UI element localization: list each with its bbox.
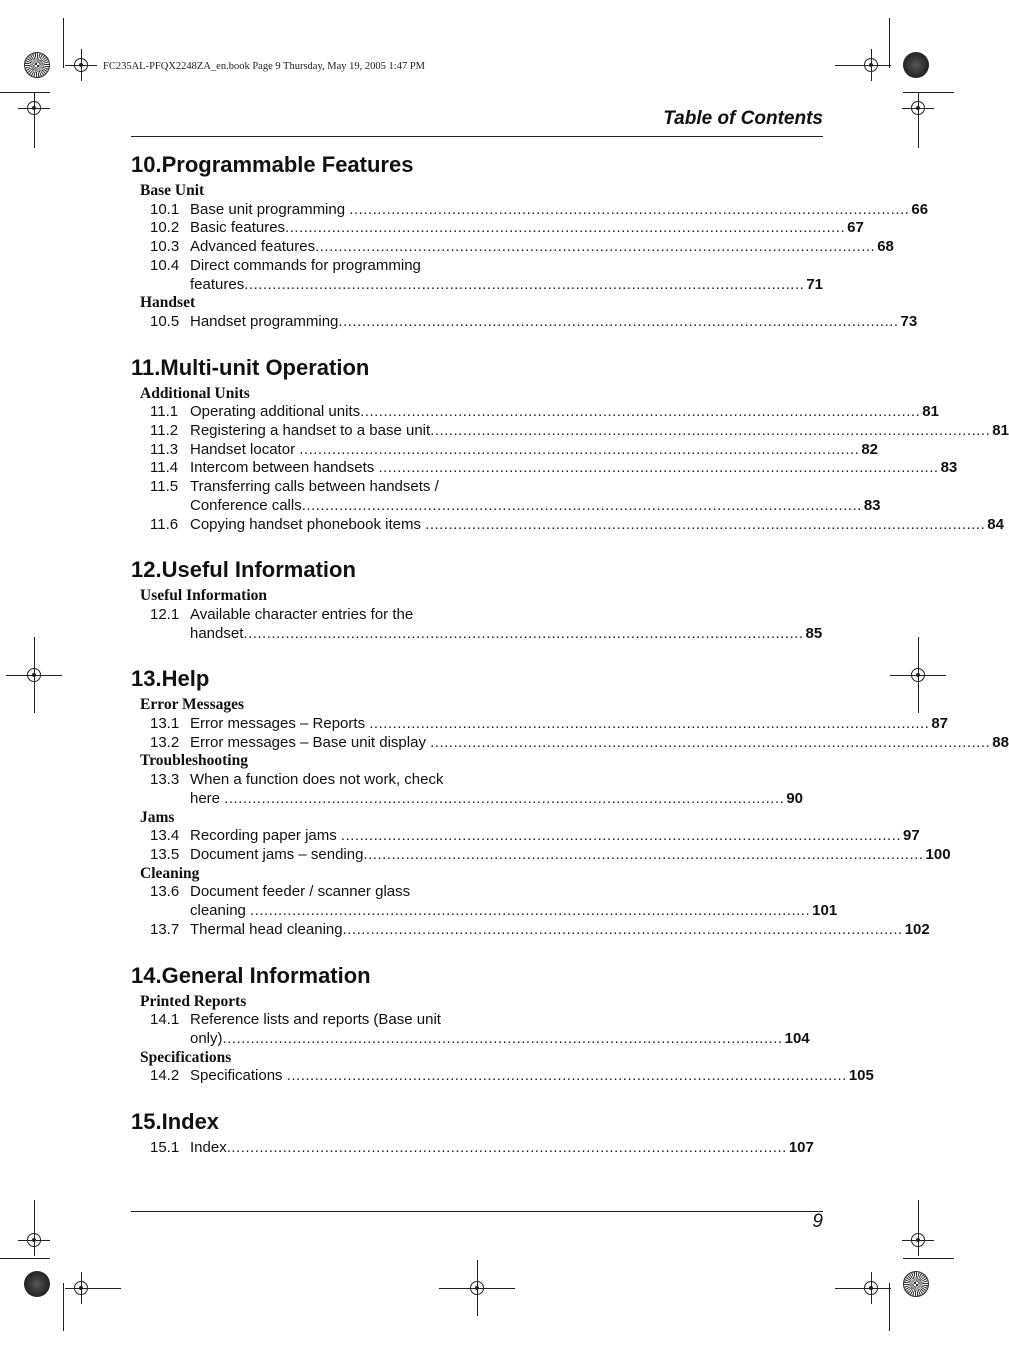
toc-entry-line: [190, 422, 1009, 441]
toc-group-heading: Printed Reports: [140, 992, 247, 1010]
crop-mark: [0, 1258, 50, 1259]
toc-entry[interactable]: [131, 1067, 874, 1086]
toc-entry[interactable]: [131, 515, 1004, 535]
dot-leader: ........................................................................................................................: [349, 200, 910, 218]
toc-entry-title: cleaning: [190, 902, 251, 920]
toc-entry-number: 11.5: [150, 478, 179, 496]
toc-entry-number: 10.1: [150, 200, 180, 218]
toc-entry-number: 13.6: [150, 883, 180, 901]
toc-entry-number: 13.3: [150, 771, 180, 789]
toc-group-heading: Jams: [140, 808, 175, 826]
toc-group-heading: Useful Information: [140, 587, 268, 605]
toc-page-number: 85: [805, 624, 823, 642]
dot-leader: ........................................................................................................................: [244, 275, 805, 293]
toc-entry-title: When a function does not work, check: [190, 771, 444, 789]
toc-entry-line: [190, 883, 454, 902]
toc-entry[interactable]: [131, 1139, 814, 1158]
toc-page-number: 67: [847, 219, 864, 237]
toc-entry-title: Index: [190, 1139, 227, 1157]
dot-leader: ........................................................................................................................: [378, 459, 939, 477]
toc-entry-number: 11.6: [150, 515, 179, 533]
page-number: 9: [812, 1211, 823, 1232]
toc-entry-line: [190, 515, 1004, 535]
dot-leader: ........................................................................................................................: [338, 312, 899, 330]
toc-entry-title: Error messages – Reports: [190, 715, 370, 733]
crop-mark: [903, 92, 954, 93]
dot-leader: ........................................................................................................................: [342, 920, 903, 938]
toc-entry[interactable]: [131, 403, 939, 422]
toc-entry[interactable]: [131, 238, 894, 257]
toc-entry[interactable]: [131, 827, 920, 846]
toc-entry-line: [190, 827, 920, 846]
dot-leader: ........................................................................................................................: [222, 1029, 783, 1047]
dot-leader: ........................................................................................................................: [340, 827, 902, 845]
dot-leader: ........................................................................................................................: [285, 219, 846, 237]
toc-entry-line: [190, 257, 454, 276]
toc-entry-line: [190, 789, 803, 809]
dot-leader: ........................................................................................................................: [243, 624, 804, 642]
toc-page-number: 100: [925, 845, 951, 863]
toc-entry-title: handset: [190, 624, 244, 642]
toc-page-number: 83: [863, 496, 881, 514]
dot-leader: ........................................................................................................................: [430, 422, 991, 440]
toc-entry-number: 10.3: [150, 238, 180, 256]
toc-entry[interactable]: [131, 715, 949, 734]
toc-entry-number: 14.1: [150, 1011, 180, 1029]
toc-page-number: 105: [848, 1067, 874, 1085]
toc-entry-number: 13.4: [150, 827, 180, 845]
dot-leader: ........................................................................................................................: [430, 733, 991, 751]
toc-entry-line: [190, 440, 879, 460]
toc-page-number: 84: [987, 515, 1004, 533]
crop-mark: [63, 18, 64, 68]
toc-page-number: 97: [903, 827, 920, 845]
toc-entry-line: [190, 403, 939, 422]
toc-entry[interactable]: [131, 422, 1009, 441]
registration-dot-icon: [903, 52, 929, 78]
chapter-title[interactable]: 15.Index: [131, 1109, 220, 1135]
dot-leader: ........................................................................................................................: [224, 789, 785, 807]
toc-group-heading: Base Unit: [140, 182, 205, 199]
toc-entry-number: 13.7: [150, 920, 180, 938]
toc-entry-title: Handset locator: [190, 440, 300, 458]
toc-entry-number: 11.3: [150, 440, 179, 458]
dot-leader: ........................................................................................................................: [299, 440, 860, 458]
toc-entry[interactable]: [131, 733, 1009, 753]
toc-entry-title: Error messages – Base unit display: [190, 733, 431, 751]
toc-entry-line: [190, 312, 918, 332]
toc-entry[interactable]: [131, 920, 930, 940]
chapter-title[interactable]: 13.Help: [131, 666, 210, 692]
toc-entry-line: [190, 478, 454, 497]
toc-entry-line: [190, 624, 823, 644]
toc-entry-title: Thermal head cleaning: [190, 920, 343, 938]
toc-entry[interactable]: [131, 312, 918, 332]
toc-entry-line: [190, 920, 930, 940]
dot-leader: ........................................................................................................................: [369, 715, 930, 733]
toc-entry-number: 13.5: [150, 845, 180, 863]
toc-entry-line: [190, 1029, 810, 1049]
toc-entry-line: [190, 1139, 814, 1158]
toc-entry-number: 13.2: [150, 733, 180, 751]
toc-page-number: 102: [904, 920, 930, 938]
crop-mark: [889, 1283, 890, 1331]
toc-page-number: 71: [806, 275, 823, 293]
toc-entry-title: Direct commands for programming: [190, 256, 421, 274]
chapter-title[interactable]: 10.Programmable Features: [131, 152, 414, 177]
dot-leader: ........................................................................................................................: [286, 1067, 847, 1085]
toc-entry-number: 11.4: [150, 459, 179, 477]
toc-entry-number: 12.1: [150, 605, 180, 623]
toc-entry[interactable]: [131, 256, 823, 294]
registration-starburst-icon: [24, 52, 50, 78]
toc-entry[interactable]: [131, 883, 838, 920]
toc-page-number: 87: [931, 715, 949, 733]
toc-entry-title: Recording paper jams: [190, 827, 341, 845]
toc-entry-title: Document jams – sending: [190, 845, 364, 863]
toc-page-number: 73: [900, 312, 918, 330]
chapter-title[interactable]: 14.General Information: [131, 962, 371, 988]
toc-entry-line: [190, 459, 958, 478]
toc-entry[interactable]: [131, 440, 879, 460]
toc-entry-title: Transferring calls between handsets /: [190, 478, 439, 496]
toc-chapter: [131, 150, 929, 332]
toc-entry-title: Conference calls: [190, 496, 302, 514]
table-of-contents: [131, 150, 1009, 1179]
toc-page-number: 107: [788, 1139, 814, 1157]
toc-entry-number: 14.2: [150, 1067, 180, 1085]
toc-entry[interactable]: [131, 845, 951, 865]
dot-leader: ........................................................................................................................: [315, 238, 876, 256]
toc-page-number: 82: [861, 440, 879, 458]
toc-entry-line: [190, 902, 838, 921]
toc-entry-number: 11.1: [150, 403, 179, 421]
toc-entry-title: Reference lists and reports (Base unit: [190, 1011, 441, 1029]
toc-page-number: 101: [812, 902, 838, 920]
dot-leader: ........................................................................................................................: [301, 496, 862, 514]
crop-mark: [903, 1258, 954, 1259]
toc-page-number: 90: [786, 789, 803, 807]
dot-leader: ........................................................................................................................: [363, 845, 924, 863]
toc-entry-line: [190, 238, 894, 257]
toc-entry-line: [190, 219, 864, 238]
dot-leader: ........................................................................................................................: [425, 515, 986, 533]
toc-entry-line: [190, 715, 949, 734]
toc-chapter: [131, 664, 1009, 939]
registration-starburst-icon: [903, 1271, 929, 1297]
toc-entry-title: Intercom between handsets: [190, 459, 379, 477]
toc-entry-number: 10.4: [150, 256, 180, 274]
toc-entry-title: Specifications: [190, 1067, 287, 1085]
toc-page-number: 81: [992, 422, 1009, 440]
chapter-title[interactable]: 12.Useful Information: [131, 557, 356, 583]
toc-entry[interactable]: [131, 459, 958, 478]
toc-entry[interactable]: [131, 1011, 810, 1048]
toc-entry[interactable]: [131, 219, 864, 238]
toc-entry-number: 10.2: [150, 219, 180, 237]
toc-entry-title: Operating additional units: [190, 403, 361, 421]
toc-entry-title: features: [190, 275, 245, 293]
toc-page-number: 66: [911, 200, 929, 218]
toc-entry-line: [190, 771, 454, 790]
footer-rule: [131, 1211, 823, 1212]
crop-mark: [889, 18, 890, 68]
toc-group-heading: Specifications: [140, 1048, 232, 1066]
toc-chapter: [131, 555, 823, 643]
toc-page-number: 83: [940, 459, 958, 477]
toc-entry-title: Available character entries for the: [190, 605, 414, 623]
toc-entry-line: [190, 200, 929, 220]
print-metadata: FC235AL-PFQX2248ZA_en.book Page 9 Thursday, May 19, 2005 1:47 PM: [103, 61, 425, 72]
toc-entry[interactable]: [131, 605, 823, 643]
toc-entry[interactable]: [131, 478, 881, 515]
toc-group-heading: Additional Units: [140, 384, 250, 402]
toc-entry-title: here: [190, 789, 225, 807]
toc-entry-title: Advanced features: [190, 238, 316, 256]
toc-entry[interactable]: [131, 771, 803, 808]
toc-group-heading: Troubleshooting: [140, 752, 248, 770]
toc-entry-title: Document feeder / scanner glass: [190, 883, 411, 901]
toc-entry-line: [190, 845, 951, 865]
dot-leader: ........................................................................................................................: [226, 1139, 787, 1157]
toc-page-number: 68: [877, 238, 894, 256]
toc-entry-title: Base unit programming: [190, 200, 350, 218]
toc-entry-title: Handset programming: [190, 312, 339, 330]
toc-entry-line: [190, 733, 1009, 753]
toc-entry-number: 10.5: [150, 312, 180, 330]
dot-leader: ........................................................................................................................: [250, 902, 811, 920]
toc-group-heading: Cleaning: [140, 864, 200, 882]
toc-chapter: [131, 1107, 814, 1158]
registration-dot-icon: [24, 1271, 50, 1297]
toc-group-heading: Handset: [140, 294, 196, 312]
chapter-title[interactable]: 11.Multi-unit Operation: [131, 354, 370, 380]
toc-group-heading: Error Messages: [140, 696, 245, 714]
toc-entry-title: only): [190, 1029, 223, 1047]
toc-entry-title: Basic features: [190, 219, 286, 237]
toc-page-number: 81: [922, 403, 939, 421]
toc-entry-title: Registering a handset to a base unit: [190, 422, 431, 440]
crop-mark: [0, 92, 50, 93]
toc-entry-line: [190, 1067, 874, 1086]
toc-entry-line: [190, 606, 454, 625]
toc-page-number: 88: [992, 733, 1009, 751]
toc-entry-number: 13.1: [150, 715, 180, 733]
toc-entry-title: Copying handset phonebook items: [190, 515, 426, 533]
toc-entry-line: [190, 275, 823, 295]
toc-entry-line: [190, 496, 881, 516]
crop-mark: [63, 1283, 64, 1331]
header-rule: [131, 136, 823, 137]
toc-entry[interactable]: [131, 200, 929, 220]
toc-entry-line: [190, 1011, 454, 1030]
toc-page-number: 104: [784, 1029, 810, 1047]
running-head: Table of Contents: [663, 108, 823, 129]
toc-entry-number: 15.1: [150, 1139, 180, 1157]
toc-chapter: [131, 353, 1009, 535]
toc-entry-number: 11.2: [150, 422, 179, 440]
toc-chapter: [131, 961, 874, 1087]
dot-leader: ........................................................................................................................: [360, 403, 921, 421]
